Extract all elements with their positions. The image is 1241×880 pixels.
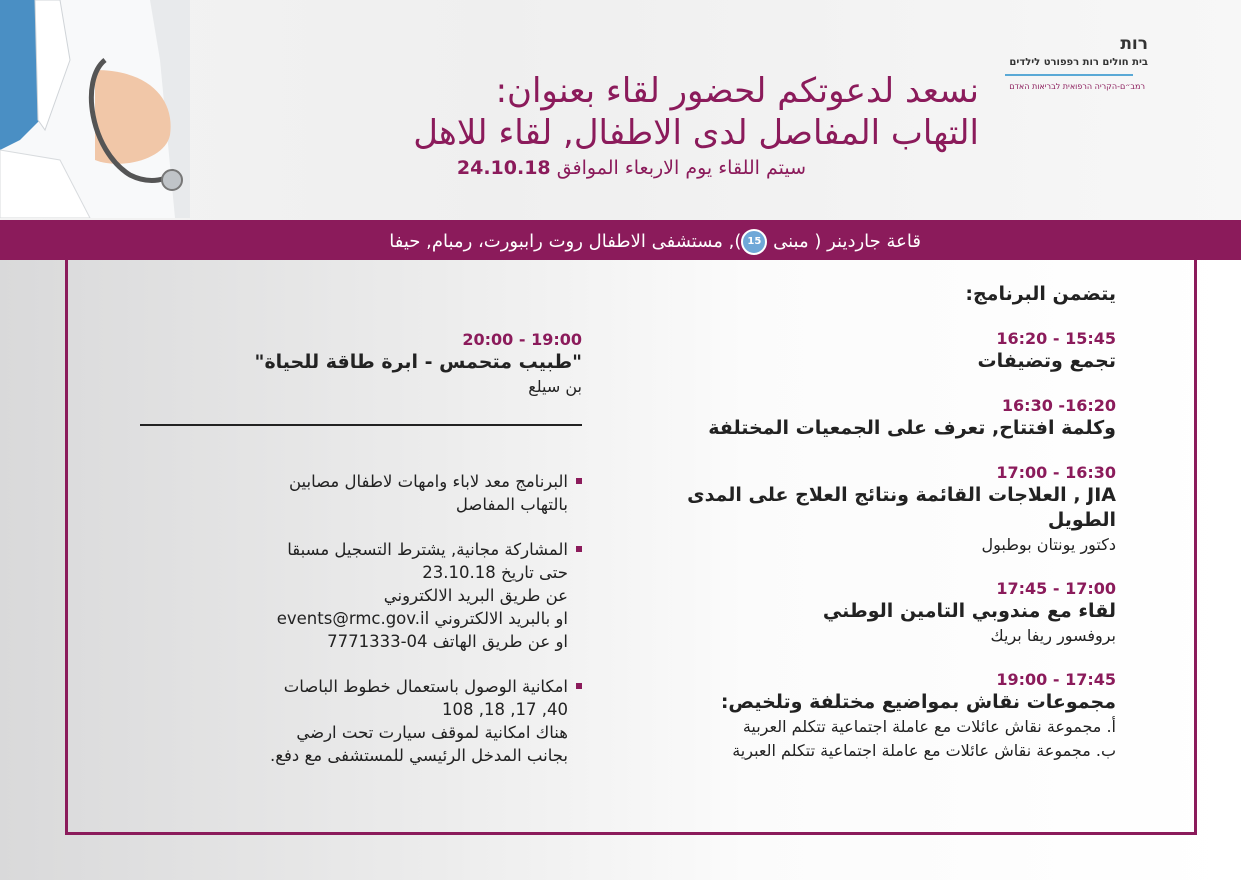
phone-line: او عن طريق الهاتف 04-7771333 [327, 632, 568, 651]
email-line: او بالبريد الالكتروني events@rmc.gov.il [276, 609, 568, 628]
location-text [389, 229, 921, 255]
schedule-title: وكلمة افتتاح, تعرف على الجمعيات المختلفة [708, 417, 1116, 439]
location-text-before: قاعة جاردينر ( مبنى [773, 231, 921, 252]
logo-name: רות [1120, 34, 1148, 54]
bus-lines: 40, 17, 18, 108 [442, 700, 568, 719]
schedule-time: 17:45 - 19:00 [996, 670, 1116, 689]
title-line-2: التهاب المفاصل لدى الاطفال, لقاء للاهل [413, 113, 979, 153]
schedule-speaker: دكتور يونتان بوطبول [981, 535, 1116, 554]
schedule-item [656, 670, 1116, 763]
closing-session [140, 330, 582, 399]
meeting-date: 24.10.18 [456, 157, 551, 179]
schedule-title: JIA , العلاجات القائمة ونتائج العلاج على المدى الطويل [687, 484, 1116, 531]
info-line: بجانب المدخل الرئيسي للمستشفى مع دفع. [270, 746, 568, 765]
meeting-date-line [457, 157, 806, 179]
header [0, 0, 1241, 220]
location-banner [0, 220, 1241, 260]
logo-divider [1005, 74, 1133, 76]
schedule-item [656, 579, 1116, 648]
schedule-time: 15:45 - 16:20 [996, 329, 1116, 348]
discussion-group-a: أ. مجموعة نقاش عائلات مع عاملة اجتماعية تتكلم العربية [742, 717, 1116, 736]
schedule-item [656, 329, 1116, 374]
info-line: عن طريق البريد الالكتروني [383, 586, 568, 605]
schedule-time: 16:30 - 17:00 [996, 463, 1116, 482]
info-line: حتى تاريخ 23.10.18 [422, 563, 568, 582]
schedule-title: مجموعات نقاش بمواضيع مختلفة وتلخيص: [720, 691, 1116, 713]
info-list [230, 470, 582, 789]
date-text: سيتم اللقاء يوم الاربعاء الموافق [556, 157, 806, 179]
schedule-title: لقاء مع مندوبي التامين الوطني [822, 600, 1116, 622]
info-item-access [230, 675, 582, 767]
schedule-time: 17:00 - 17:45 [996, 579, 1116, 598]
title-line-1: نسعد لدعوتكم لحضور لقاء بعنوان: [495, 71, 979, 111]
hospital-logo [1000, 30, 1215, 100]
schedule-item [656, 396, 1116, 441]
building-number-badge: 15 [741, 229, 767, 255]
section-divider [140, 424, 582, 426]
schedule-speaker: بن سيلع [528, 377, 582, 396]
schedule-title: "طبيب متحمس - ابرة طاقة للحياة" [254, 351, 582, 373]
schedule-title: تجمع وتضيفات [977, 350, 1116, 372]
discussion-group-b: ب. مجموعة نقاش عائلات مع عاملة اجتماعية تتكلم العبرية [732, 741, 1116, 760]
schedule-item [656, 463, 1116, 557]
info-line: هناك امكانية لموقف سيارت تحت ارضي [296, 723, 568, 742]
bullet-square-icon [576, 478, 582, 484]
schedule-speaker: بروفسور ريفا بريك [990, 626, 1116, 645]
invitation-title [259, 70, 979, 154]
location-text-after: ), مستشفى الاطفال روت راببورت، رمبام, حيفا [389, 231, 742, 252]
bullet-square-icon [576, 683, 582, 689]
bullet-square-icon [576, 546, 582, 552]
logo-subtitle: בית חולים רות רפפורט לילדים [1009, 57, 1148, 68]
info-line: بالتهاب المفاصل [455, 495, 568, 514]
schedule-time: 16:20- 16:30 [1001, 396, 1116, 415]
program-intro: يتضمن البرنامج: [965, 283, 1116, 305]
info-line: المشاركة مجانية, يشترط التسجيل مسبقا [287, 540, 568, 559]
doctor-image [0, 0, 190, 218]
info-line: امكانية الوصول باستعمال خطوط الباصات [283, 677, 568, 696]
logo-tagline: רמב״ם-הקריה הרפואית לבריאות האדם [1009, 82, 1145, 91]
info-item-audience [230, 470, 582, 516]
info-line: البرنامج معد لاباء وامهات لاطفال مصابين [288, 472, 568, 491]
schedule-time: 19:00 - 20:00 [462, 330, 582, 349]
program-schedule [656, 283, 1116, 785]
info-item-registration [230, 538, 582, 653]
